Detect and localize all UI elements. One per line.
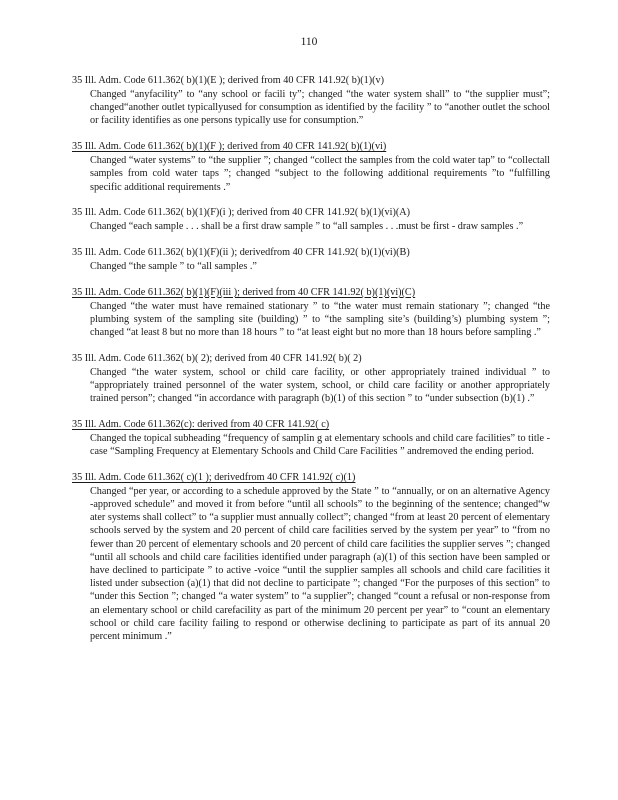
citation-heading: 35 Ill. Adm. Code 611.362( b)( 2); derived from 40 CFR 141.92( b)( 2) — [72, 352, 362, 364]
change-description: Changed “the water must have remained stationary ” to “the water must remain stationary ”; changed “the plumbing system of the sampling site (building) ” to “the sampling site’s (building’s) plumbing system ”; changed “at least 8 but no more than 18 hours ” to “at least eight but no more than 18 hours before sampling .” — [90, 300, 550, 339]
change-description: Changed “the water system, school or child care facility, or other appropriately trained individual ” to “appropriately trained personnel of the water system, school, or child care facility or another appropriately trained person”; changed “in accordance with paragraph (b)(1) of this section ” to “under subsection (b)(1) .” — [90, 366, 550, 405]
citation-heading: 35 Ill. Adm. Code 611.362( b)(1)(F)(i ); derived from 40 CFR 141.92( b)(1)(vi)(A) — [72, 207, 411, 219]
page-number: 110 — [300, 36, 318, 48]
citation-heading: 35 Ill. Adm. Code 611.362( b)(1)(E ); derived from 40 CFR 141.92( b)(1)(v) — [72, 75, 384, 86]
list-item — [72, 348, 550, 406]
list-item — [72, 202, 550, 233]
citation-heading: 35 Ill. Adm. Code 611.362( b)(1)(F)(iii ); derived from 40 CFR 141.92( b)(1)(vi)(C) — [72, 286, 416, 298]
citation-heading: 35 Ill. Adm. Code 611.362( b)(1)(F ); derived from 40 CFR 141.92( b)(1)(vi) — [72, 141, 387, 153]
change-description: Changed “the sample ” to “all samples .” — [90, 260, 257, 272]
change-description: Changed the topical subheading “frequency of samplin g at elementary schools and child care facilities” to title -case “Sampling Frequency at Elementary Schools and Child Care Facilities ” andremoved the ending period. — [90, 432, 550, 458]
change-description: Changed “water systems” to “the supplier ”; changed “collect the samples from the cold water tap” to “collectall samples from cold water taps ”; changed “subject to the following additional requirements ”to “fulfilling specific additional requirements .” — [90, 155, 550, 193]
list-item — [72, 136, 550, 194]
entry-list — [72, 70, 550, 652]
citation-heading: 35 Ill. Adm. Code 611.362( b)(1)(F)(ii ); derivedfrom 40 CFR 141.92( b)(1)(vi)(B) — [72, 246, 410, 258]
list-item — [72, 282, 550, 340]
list-item — [72, 414, 550, 458]
list-item — [72, 467, 550, 643]
citation-heading: 35 Ill. Adm. Code 611.362( c)(1 ); derivedfrom 40 CFR 141.92( c)(1) — [72, 471, 356, 483]
change-description: Changed “per year, or according to a schedule approved by the State ” to “annually, or on an alternative Agency -approved schedule” and moved it from before “until all schools” to the beginning of the sentence; changed“w ater systems shall collect” to “a supplier must annually collect”; changed “from at least 20 percent of elementary schools served by the system and 20 percent of child care facilities served by the system per year” to “from no fewer than 20 percent of elementary schools and 20 percent of child care facilities the supplier serves ”; changed “until all schools and child care facilities identified under paragraph (a)(1) of this section have been sampled or have declined to participate ” to active -voice “until the supplier samples all schools and child care facilities it listed under subsection (a)(1) that did not decline to participate ”; changed “For the purposes of this section” to “under this Section ”; changed “a water system” to “a supplier”; changed “count a refusal or non-response from an elementary school or child carefacility as part of the minimum 20 percent per year” to “count an elementary school or child care facility failing to respond or otherwise declining to participate as part of its annual 20 percent minimum .” — [90, 485, 550, 642]
list-item — [72, 242, 550, 273]
change-description: Changed “each sample . . . shall be a first draw sample ” to “all samples . . .must be first - draw samples .” — [90, 221, 524, 233]
change-description: Changed “anyfacility” to “any school or facili ty”; changed “the water system shall” to “the supplier must”; changed“another outlet typicallyused for consumption as identified by the facility ” to “another outlet the school or facility identifies as one persons typically use for consumption.” — [90, 89, 550, 127]
list-item — [72, 70, 550, 128]
citation-heading: 35 Ill. Adm. Code 611.362(c): derived from 40 CFR 141.92( c) — [72, 418, 330, 430]
